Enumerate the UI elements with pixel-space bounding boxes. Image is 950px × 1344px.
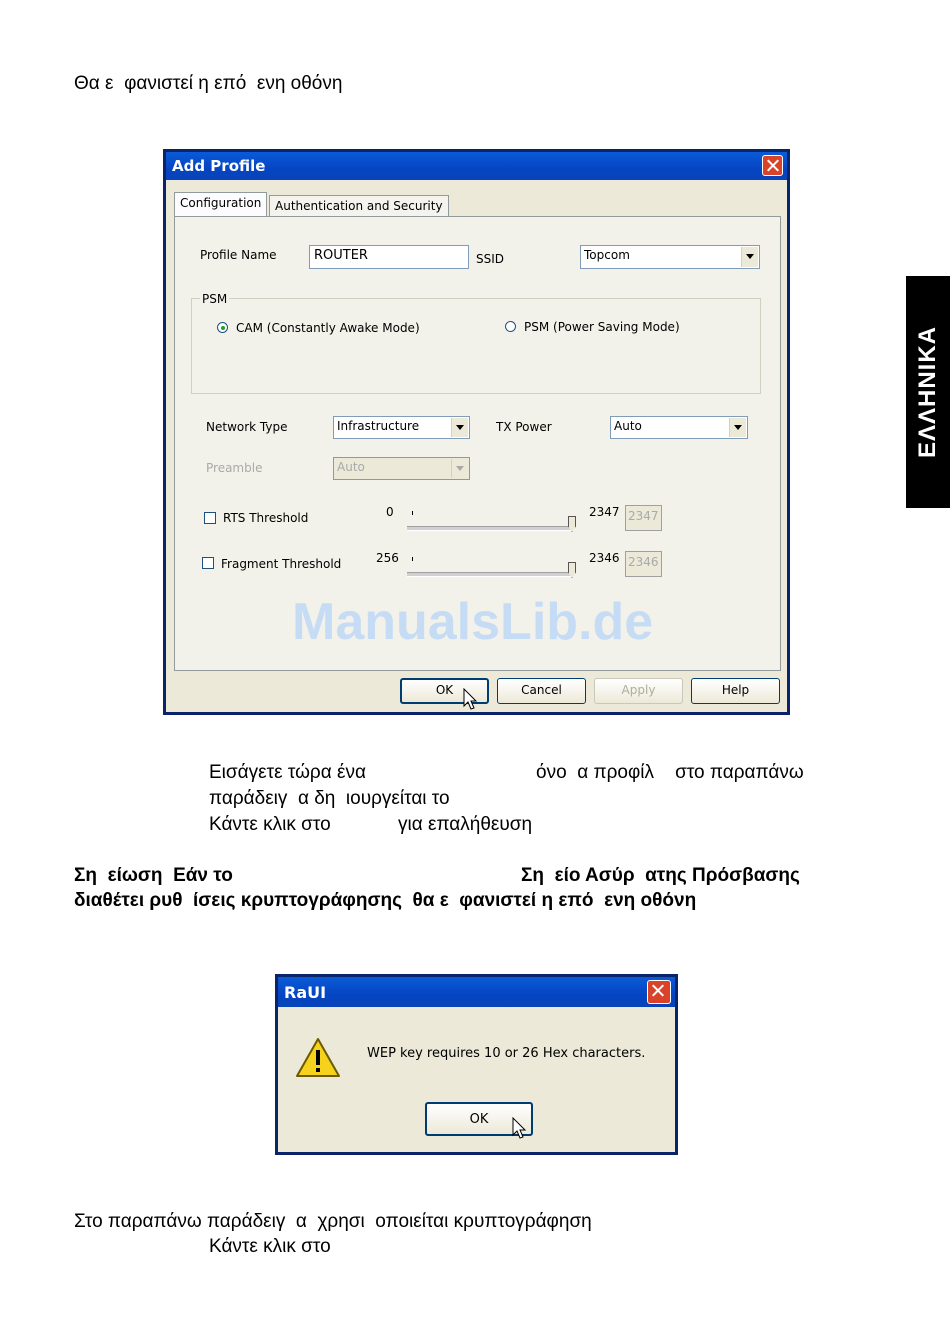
- mouse-cursor-icon: [463, 688, 479, 712]
- language-side-tab: [906, 276, 950, 508]
- note-line1a: Ση είωση Εάν το: [74, 865, 233, 886]
- rts-max: 2347: [589, 505, 620, 519]
- profile-name-label: Profile Name: [200, 248, 277, 262]
- fragment-checkbox[interactable]: [202, 557, 214, 569]
- rts-slider-track: [407, 526, 572, 531]
- cancel-button[interactable]: Cancel: [497, 678, 586, 704]
- slider-tick: [412, 511, 413, 515]
- fragment-min: 256: [376, 551, 399, 565]
- ssid-select[interactable]: [580, 245, 760, 269]
- language-label: ΕΛΛΗΝΙΚΑ: [914, 325, 941, 459]
- tx-power-select[interactable]: [610, 416, 748, 439]
- raui-message: WEP key requires 10 or 26 Hex characters.: [367, 1046, 646, 1061]
- title-bar: [166, 152, 787, 180]
- add-profile-dialog: [163, 149, 790, 715]
- ssid-value: Topcom: [584, 248, 630, 262]
- fragment-max: 2346: [589, 551, 620, 565]
- network-type-select[interactable]: [333, 416, 470, 439]
- rts-checkbox[interactable]: [204, 512, 216, 524]
- apply-button: Apply: [594, 678, 683, 704]
- note-line2: διαθέτει ρυθ ίσεις κρυπτογράφησης θα ε φανιστεί η επό ενη οθόνη: [74, 890, 697, 911]
- network-type-label: Network Type: [206, 420, 288, 434]
- psm-groupbox: [191, 298, 761, 394]
- title-bar: [278, 977, 675, 1007]
- tab-authentication-security[interactable]: Authentication and Security: [269, 195, 449, 217]
- ok-button[interactable]: OK: [400, 678, 489, 704]
- raui-dialog: [275, 974, 678, 1155]
- raui-ok-button[interactable]: OK: [425, 1102, 533, 1136]
- preamble-select: [333, 457, 470, 480]
- psm-group-label: PSM: [202, 292, 228, 306]
- rts-min: 0: [386, 505, 394, 519]
- para1-line2: παράδειγ α δη ιουργείται το: [209, 788, 450, 809]
- dropdown-arrow-icon: [741, 247, 758, 267]
- fragment-value-field: 2346: [625, 551, 662, 577]
- psm-radio[interactable]: [505, 321, 516, 332]
- bottom-line1: Στο παραπάνω παράδειγ α χρησι οποιείται κρυπτογράφηση: [74, 1211, 592, 1232]
- warning-icon: [295, 1037, 341, 1079]
- tx-power-value: Auto: [614, 419, 642, 433]
- note-line1b: Ση είο Ασύρ ατης Πρόσβασης: [521, 865, 800, 886]
- slider-tick: [412, 557, 413, 561]
- tab-configuration[interactable]: Configuration: [174, 192, 267, 217]
- dropdown-arrow-icon: [451, 459, 468, 478]
- preamble-label: Preamble: [206, 461, 263, 475]
- mouse-cursor-icon: [512, 1117, 528, 1141]
- psm-label: PSM (Power Saving Mode): [524, 320, 680, 334]
- intro-text: Θα ε φανιστεί η επό ενη οθόνη: [74, 73, 343, 94]
- ssid-label: SSID: [476, 252, 505, 266]
- watermark: ManualsLib.de: [292, 593, 654, 651]
- rts-value-field: 2347: [625, 505, 662, 531]
- rts-label: RTS Threshold: [223, 511, 309, 525]
- para1-line1a: Εισάγετε τώρα ένα: [209, 762, 366, 783]
- para1-line1b: όνο α προφίλ στο παραπάνω: [536, 762, 804, 783]
- dialog-title: RaUI: [284, 983, 327, 1002]
- cam-label: CAM (Constantly Awake Mode): [236, 321, 420, 335]
- close-icon[interactable]: [647, 980, 671, 1004]
- profile-name-field[interactable]: ROUTER: [309, 245, 469, 269]
- dropdown-arrow-icon: [451, 418, 468, 437]
- dropdown-arrow-icon: [729, 418, 746, 437]
- fragment-slider-track: [407, 572, 572, 577]
- dialog-title: Add Profile: [172, 157, 266, 175]
- close-icon[interactable]: [762, 155, 783, 176]
- help-button[interactable]: Help: [691, 678, 780, 704]
- preamble-value: Auto: [337, 460, 365, 474]
- para1-line3a: Κάντε κλικ στο: [209, 814, 331, 835]
- network-type-value: Infrastructure: [337, 419, 420, 433]
- bottom-line2: Κάντε κλικ στο: [209, 1236, 331, 1257]
- para1-line3b: για επαλήθευση: [398, 814, 533, 835]
- cam-radio[interactable]: [217, 322, 228, 333]
- tx-power-label: TX Power: [496, 420, 552, 434]
- fragment-label: Fragment Threshold: [221, 557, 342, 571]
